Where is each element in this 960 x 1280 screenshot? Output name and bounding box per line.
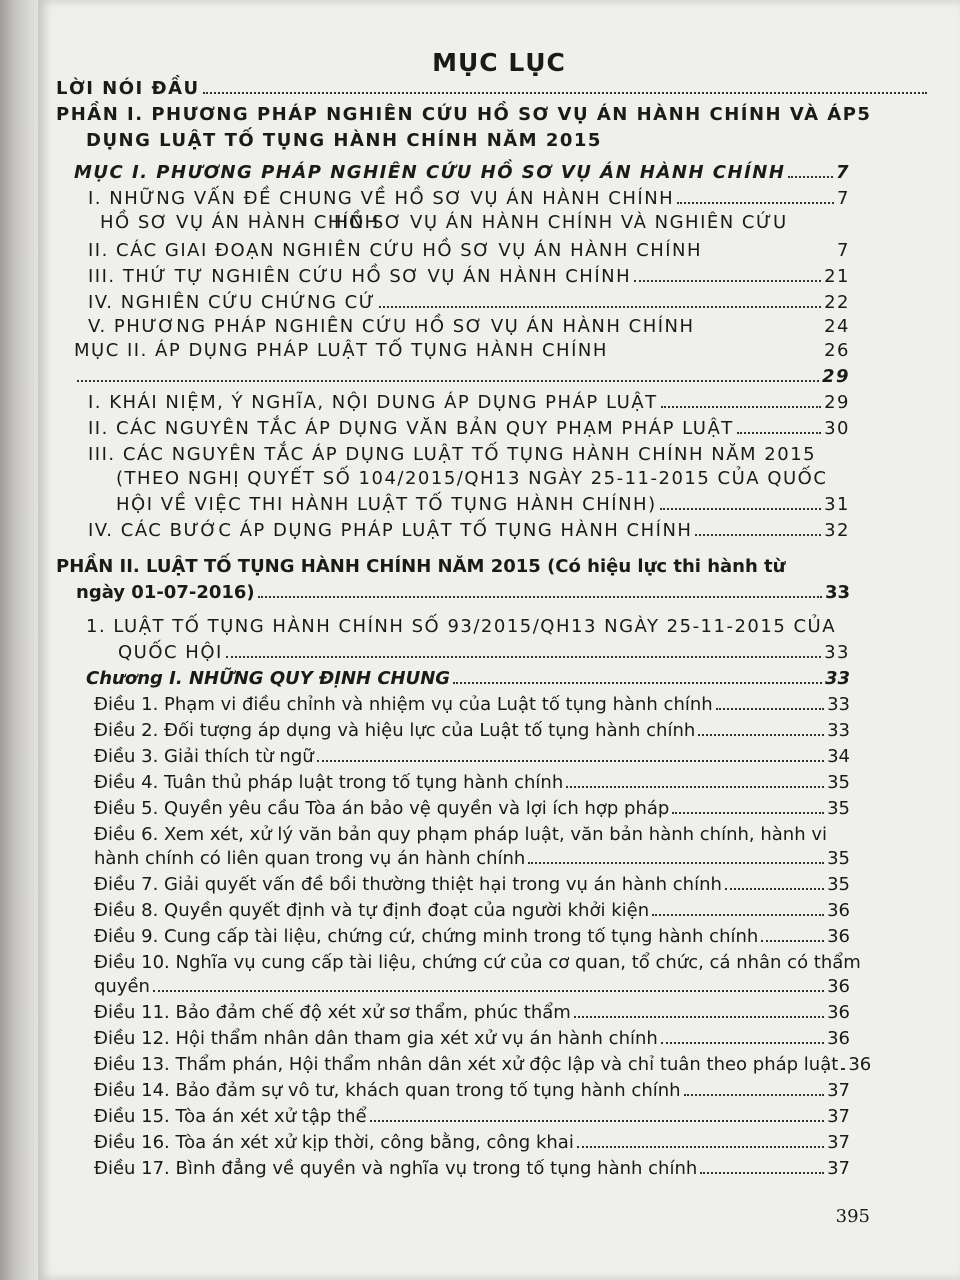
toc-entry-page: 22: [824, 292, 850, 313]
toc-entry-page: 36: [827, 1028, 850, 1049]
dot-leader: [566, 772, 824, 788]
toc-entry: [94, 874, 850, 896]
toc-entry-title: Điều 8. Quyền quyết định và tự định đoạt của người khởi kiện: [94, 900, 650, 921]
toc-entry: [88, 292, 850, 314]
table-of-contents: [38, 0, 960, 1280]
dot-leader: [677, 188, 834, 204]
book-page: [38, 0, 960, 1280]
toc-entry-page: 37: [827, 1080, 850, 1101]
toc-entry-page: 7: [837, 240, 850, 261]
toc-entry-title: PHẦN II. LUẬT TỐ TỤNG HÀNH CHÍNH NĂM 2015 (Có hiệu lực thi hành từ: [56, 556, 786, 577]
toc-entry: [94, 798, 850, 820]
dot-leader: [370, 1106, 825, 1122]
toc-entry-title: hành chính có liên quan trong vụ án hành chính: [94, 848, 526, 869]
toc-entry-title: I. KHÁI NIỆM, Ý NGHĨA, NỘI DUNG ÁP DỤNG PHÁP LUẬT: [88, 392, 658, 413]
toc-entry-page: 33: [827, 694, 850, 715]
toc-entry-title: Điều 7. Giải quyết vấn đề bồi thường thiệt hại trong vụ án hành chính: [94, 874, 722, 895]
dot-leader: [528, 848, 824, 864]
toc-entry-title: quyền: [94, 976, 150, 997]
dot-leader: [226, 642, 821, 658]
toc-entry: [94, 1080, 850, 1102]
toc-entry-page: 37: [827, 1106, 850, 1127]
dot-leader: [788, 162, 833, 178]
toc-entry: [94, 976, 850, 998]
toc-entry-title: I. NHỮNG VẤN ĐỀ CHUNG VỀ HỒ SƠ VỤ ÁN HÀNH CHÍNH: [88, 188, 675, 209]
dot-leader: [634, 266, 821, 282]
toc-entry-title: Điều 4. Tuân thủ pháp luật trong tố tụng hành chính: [94, 772, 564, 793]
toc-entry: [74, 162, 850, 184]
toc-entry-page: 33: [824, 668, 850, 689]
dot-leader: [661, 392, 822, 408]
dot-leader: [700, 1158, 824, 1174]
toc-entry-page: 35: [827, 772, 850, 793]
page-number: 395: [835, 1206, 870, 1227]
toc-entry: [56, 78, 930, 100]
toc-entry: [94, 746, 850, 768]
toc-entry-title: MỤC I. PHƯƠNG PHÁP NGHIÊN CỨU HỒ SƠ VỤ ÁN HÀNH CHÍNH: [74, 162, 786, 183]
toc-entry-page: 29: [824, 392, 850, 413]
toc-entry: [94, 1132, 850, 1154]
toc-entry: [116, 494, 850, 516]
toc-entry-title: 1. LUẬT TỐ TỤNG HÀNH CHÍNH SỐ 93/2015/QH13 NGÀY 25-11-2015 CỦA: [86, 616, 837, 637]
toc-entry-page: 35: [827, 798, 850, 819]
toc-entry-page: 21: [824, 266, 850, 287]
dot-leader: [672, 798, 824, 814]
toc-entry-continuation: HỒ SƠ VỤ ÁN HÀNH CHÍNH: [100, 212, 380, 233]
toc-entry: [88, 520, 850, 542]
toc-entry-title: Điều 16. Tòa án xét xử kịp thời, công bằng, công khai: [94, 1132, 574, 1153]
toc-entry-page: 36: [827, 1002, 850, 1023]
dot-leader: [153, 976, 824, 992]
toc-entry: [88, 418, 850, 440]
book-gutter: [0, 0, 40, 1280]
dot-leader: [77, 366, 819, 382]
dot-leader: [379, 292, 821, 308]
toc-entry-title: Điều 12. Hội thẩm nhân dân tham gia xét xử vụ án hành chính: [94, 1028, 658, 1049]
toc-entry-page: 34: [827, 746, 850, 767]
toc-entry: [116, 468, 850, 490]
toc-entry-title: Điều 10. Nghĩa vụ cung cấp tài liệu, chứng cứ của cơ quan, tổ chức, cá nhân có thẩm: [94, 952, 861, 973]
toc-entry-title: PHẦN I. PHƯƠNG PHÁP NGHIÊN CỨU HỒ SƠ VỤ ÁN HÀNH CHÍNH VÀ ÁP: [56, 104, 858, 125]
toc-entry-title: Điều 9. Cung cấp tài liệu, chứng cứ, chứng minh trong tố tụng hành chính: [94, 926, 759, 947]
toc-entry-title: III. THỨ TỰ NGHIÊN CỨU HỒ SƠ VỤ ÁN HÀNH CHÍNH: [88, 266, 632, 287]
toc-entry-page: 5: [857, 104, 872, 125]
toc-entry-title: Điều 2. Đối tượng áp dụng và hiệu lực của Luật tố tụng hành chính: [94, 720, 696, 741]
dot-leader: [661, 1028, 824, 1044]
toc-entry-title: Chương I. NHỮNG QUY ĐỊNH CHUNG: [86, 668, 451, 689]
page-title: MỤC LỤC: [432, 48, 566, 77]
toc-entry-title: III. CÁC NGUYÊN TẮC ÁP DỤNG LUẬT TỐ TỤNG HÀNH CHÍNH NĂM 2015: [88, 444, 817, 465]
toc-entry-page: 30: [824, 418, 850, 439]
toc-entry: [94, 952, 861, 974]
toc-entry: [94, 694, 850, 716]
toc-entry-title: Điều 17. Bình đẳng về quyền và nghĩa vụ trong tố tụng hành chính: [94, 1158, 698, 1179]
toc-entry: [88, 266, 850, 288]
toc-entry-page: 7: [837, 188, 850, 209]
toc-entry-page: 31: [824, 494, 850, 515]
toc-entry-page: 33: [827, 720, 850, 741]
toc-entry-page: 36: [827, 976, 850, 997]
toc-entry-page: 29: [821, 366, 850, 387]
dot-leader: [698, 720, 824, 736]
toc-entry-title: Điều 11. Bảo đảm chế độ xét xử sơ thẩm, phúc thẩm: [94, 1002, 571, 1023]
toc-entry-title: V. PHƯƠNG PHÁP NGHIÊN CỨU HỒ SƠ VỤ ÁN HÀNH CHÍNH: [88, 316, 695, 337]
toc-entry: [94, 720, 850, 742]
toc-entry-title: QUỐC HỘI: [118, 642, 223, 663]
dot-leader: [695, 520, 821, 536]
dot-leader: [725, 874, 824, 890]
toc-entry-title: MỤC II. ÁP DỤNG PHÁP LUẬT TỐ TỤNG HÀNH CHÍNH: [74, 340, 608, 361]
toc-entry-title: LỜI NÓI ĐẦU: [56, 78, 200, 99]
toc-entry-page: 24: [824, 316, 850, 337]
dot-leader: [317, 746, 824, 762]
dot-leader: [577, 1132, 824, 1148]
toc-entry-title: IV. NGHIÊN CỨU CHỨNG CỨ: [88, 292, 376, 313]
toc-entry-title: Điều 3. Giải thích từ ngữ: [94, 746, 314, 767]
toc-entry: [86, 616, 850, 638]
toc-entry-page: 36: [848, 1054, 872, 1075]
toc-entry-page: 36: [827, 900, 850, 921]
toc-entry: [88, 392, 850, 414]
toc-entry-title: Điều 14. Bảo đảm sự vô tư, khách quan trong tố tụng hành chính: [94, 1080, 681, 1101]
toc-entry: [94, 824, 850, 846]
toc-entry-title: Điều 5. Quyền yêu cầu Tòa án bảo vệ quyền và lợi ích hợp pháp: [94, 798, 670, 819]
toc-entry-title: Điều 1. Phạm vi điều chỉnh và nhiệm vụ của Luật tố tụng hành chính: [94, 694, 713, 715]
toc-entry-title: Điều 13. Thẩm phán, Hội thẩm nhân dân xét xử độc lập và chỉ tuân theo pháp luật: [94, 1054, 839, 1075]
toc-entry: [94, 900, 850, 922]
toc-entry: [94, 1028, 850, 1050]
toc-entry-title: Điều 15. Tòa án xét xử tập thể: [94, 1106, 367, 1127]
toc-entry: [88, 444, 850, 466]
toc-entry-page: 33: [824, 642, 850, 663]
toc-entry: [94, 1158, 850, 1180]
toc-entry-page: 33: [824, 582, 850, 603]
toc-entry-title: ngày 01-07-2016): [76, 582, 255, 603]
toc-entry: [94, 772, 850, 794]
toc-entry-page: 26: [824, 340, 850, 361]
toc-entry: [94, 926, 850, 948]
toc-entry: [88, 316, 850, 338]
toc-entry-page: 7: [835, 162, 850, 183]
dot-leader: [841, 1054, 845, 1070]
toc-entry-title: HỘI VỀ VIỆC THI HÀNH LUẬT TỐ TỤNG HÀNH CHÍNH): [116, 494, 657, 515]
toc-entry: [88, 240, 850, 262]
toc-entry-page: 36: [827, 926, 850, 947]
toc-entry: [94, 1106, 850, 1128]
toc-entry-page: 35: [827, 848, 850, 869]
toc-entry: [76, 582, 850, 604]
toc-entry-continuation: DỤNG LUẬT TỐ TỤNG HÀNH CHÍNH NĂM 2015: [86, 130, 602, 151]
toc-entry-title: II. CÁC GIAI ĐOẠN NGHIÊN CỨU HỒ SƠ VỤ ÁN HÀNH CHÍNH: [88, 240, 703, 261]
dot-leader: [574, 1002, 824, 1018]
toc-entry: [86, 668, 850, 690]
toc-entry-title: II. CÁC NGUYÊN TẮC ÁP DỤNG VĂN BẢN QUY PHẠM PHÁP LUẬT: [88, 418, 734, 439]
dot-leader: [737, 418, 821, 434]
dot-leader: [660, 494, 822, 510]
toc-entry: [94, 848, 850, 870]
dot-leader: [258, 582, 822, 598]
toc-entry: [56, 104, 872, 126]
dot-leader: [716, 694, 824, 710]
dot-leader: [684, 1080, 825, 1096]
toc-entry-page: 32: [824, 520, 850, 541]
toc-entry-title: (THEO NGHỊ QUYẾT SỐ 104/2015/QH13 NGÀY 25-11-2015 CỦA QUỐC: [116, 468, 828, 489]
toc-entry: [88, 188, 850, 210]
toc-entry-continuation: HỒ SƠ VỤ ÁN HÀNH CHÍNH VÀ NGHIÊN CỨU: [334, 212, 788, 233]
toc-entry: [94, 1054, 872, 1076]
toc-entry: [56, 556, 850, 578]
toc-entry-title: IV. CÁC BƯỚC ÁP DỤNG PHÁP LUẬT TỐ TỤNG HÀNH CHÍNH: [88, 520, 693, 541]
dot-leader: [761, 926, 824, 942]
dot-leader: [203, 78, 927, 94]
toc-entry-title: Điều 6. Xem xét, xử lý văn bản quy phạm pháp luật, văn bản hành chính, hành vi: [94, 824, 827, 845]
toc-entry-page: 37: [827, 1158, 850, 1179]
toc-entry: [118, 642, 850, 664]
toc-entry-page: 35: [827, 874, 850, 895]
toc-entry: [74, 340, 850, 362]
toc-entry: [74, 366, 850, 388]
dot-leader: [453, 668, 822, 684]
toc-entry-page: 37: [827, 1132, 850, 1153]
toc-entry: [94, 1002, 850, 1024]
dot-leader: [652, 900, 824, 916]
